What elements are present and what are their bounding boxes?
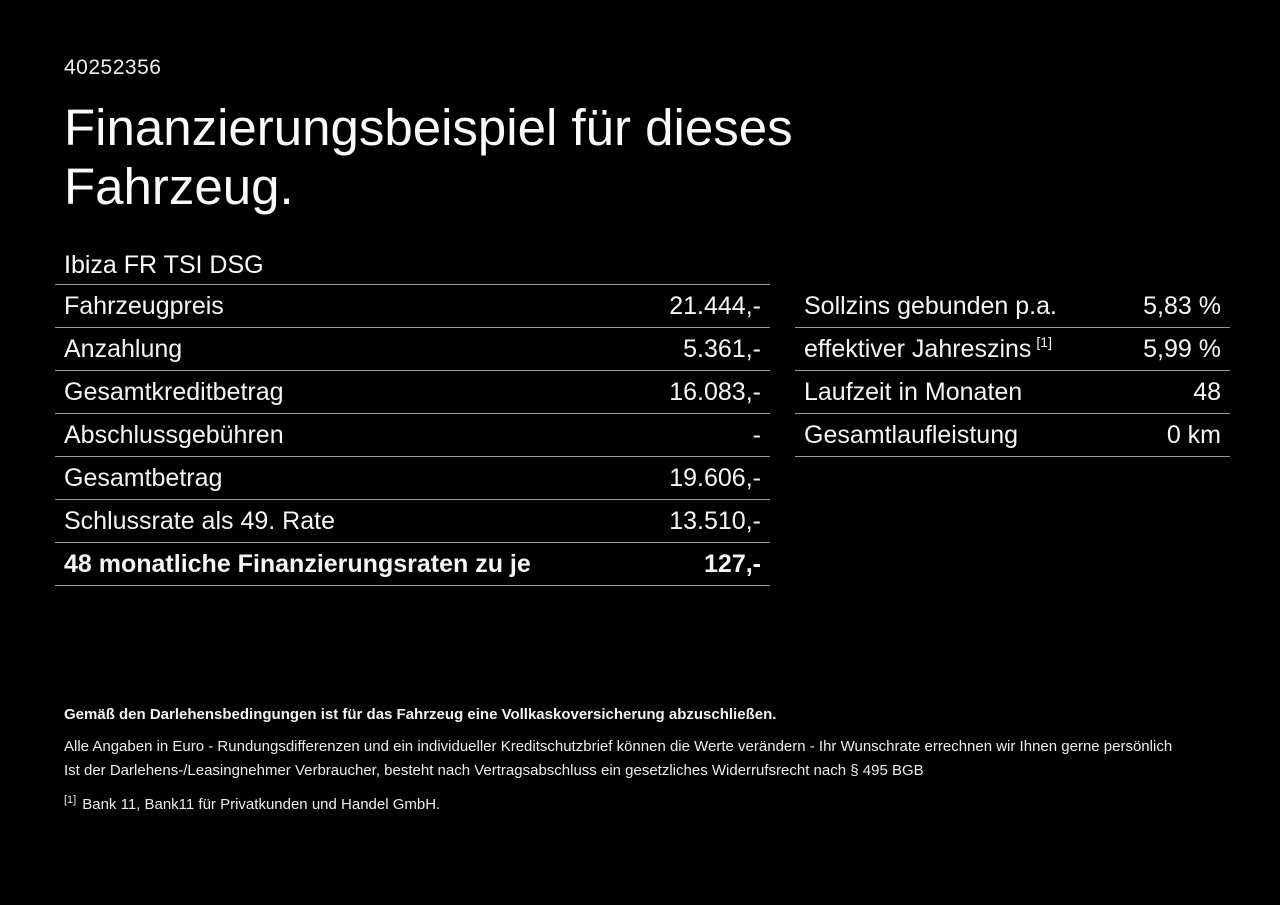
finance-table [55, 247, 770, 586]
table-row-monatsrate [55, 543, 770, 586]
row-value: 13.510,- [669, 506, 761, 535]
finance-tables [55, 247, 1230, 586]
row-label: Laufzeit in Monaten [804, 377, 1023, 406]
row-label: Schlussrate als 49. Rate [64, 506, 335, 535]
footnote-marker: [1] [64, 794, 77, 806]
row-value: - [752, 420, 761, 449]
insurance-note: Gemäß den Darlehensbedingungen ist für das Fahrzeug eine Vollkaskoversicherung abzuschließen. [64, 706, 777, 723]
bank-footnote [64, 796, 1234, 814]
row-value: 19.606,- [669, 463, 761, 492]
disclaimer-line-2: Ist der Darlehens-/Leasingnehmer Verbraucher, besteht nach Vertragsabschluss ein gesetzliches Widerrufsrecht nach § 495 BGB [64, 762, 924, 779]
row-value: 5,83 % [1143, 291, 1221, 320]
table-row-fahrzeugpreis [55, 285, 770, 328]
table-row-gesamtlaufleistung [795, 414, 1230, 457]
row-value: 5,99 % [1143, 334, 1221, 363]
row-label: Abschlussgebühren [64, 420, 284, 449]
page-title: Finanzierungsbeispiel für dieses Fahrzeug. [64, 99, 793, 215]
row-label: Anzahlung [64, 334, 183, 363]
row-value: 5.361,- [683, 334, 761, 363]
table-row-sollzins [795, 285, 1230, 328]
row-label: Gesamtbetrag [64, 463, 223, 492]
doc-number: 40252356 [64, 56, 162, 79]
footnote-text: Bank 11, Bank11 für Privatkunden und Handel GmbH. [82, 796, 441, 813]
row-value: 16.083,- [669, 377, 761, 406]
vehicle-model: Ibiza FR TSI DSG [55, 247, 770, 285]
row-value: 21.444,- [669, 291, 761, 320]
table-row-gesamtkreditbetrag [55, 371, 770, 414]
row-label: 48 monatliche Finanzierungsraten zu je [64, 549, 531, 578]
row-label: Gesamtlaufleistung [804, 420, 1019, 449]
row-value: 0 km [1166, 420, 1221, 449]
row-value: 127,- [704, 549, 761, 578]
row-label-text: effektiver Jahreszins [804, 334, 1032, 363]
footer-notes [64, 706, 1234, 814]
footnote-ref: [1] [1036, 334, 1052, 351]
table-row-effektiver-jahreszins [795, 328, 1230, 371]
row-label: Fahrzeugpreis [64, 291, 224, 320]
row-value: 48 [1193, 377, 1221, 406]
row-label [804, 335, 1052, 364]
table-row-schlussrate [55, 500, 770, 543]
row-label: Sollzins gebunden p.a. [804, 291, 1057, 320]
disclaimer-line-1: Alle Angaben in Euro - Rundungsdifferenzen und ein individueller Kreditschutzbrief können die Werte verändern - Ihr Wunschrate errechnen wir Ihnen gerne persönlich [64, 738, 1173, 755]
table-row-laufzeit [795, 371, 1230, 414]
row-label: Gesamtkreditbetrag [64, 377, 284, 406]
table-row-gesamtbetrag [55, 457, 770, 500]
table-row-abschlussgebuehren [55, 414, 770, 457]
table-row-anzahlung [55, 328, 770, 371]
conditions-table [795, 285, 1230, 457]
